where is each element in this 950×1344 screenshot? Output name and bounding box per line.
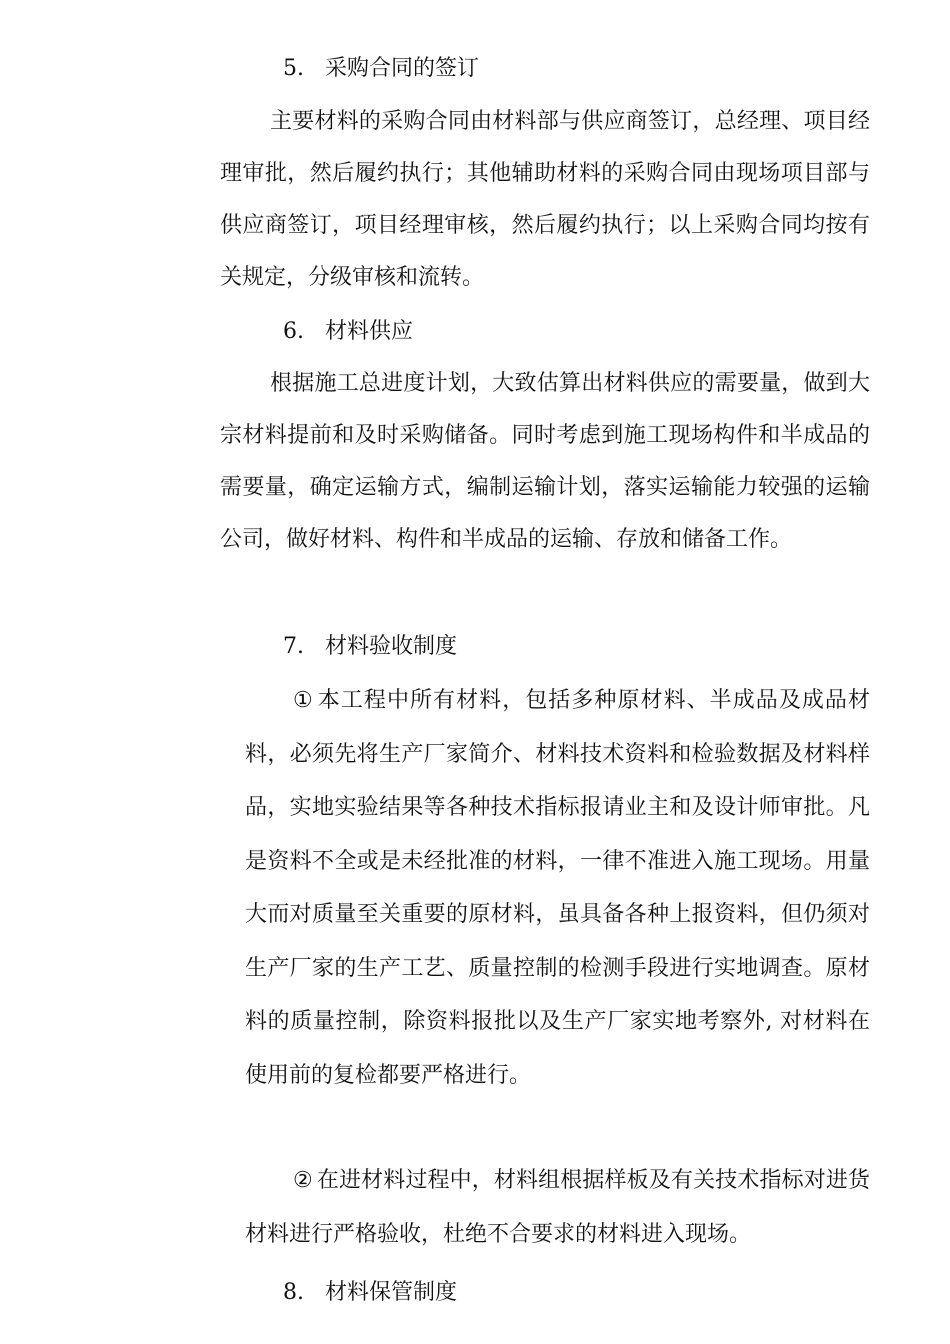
- section-number: 8.: [283, 1280, 304, 1305]
- item-marker: ②: [293, 1168, 313, 1193]
- item-marker: ①: [293, 688, 314, 713]
- section-5-paragraph: 主要材料的采购合同由材料部与供应商签订，总经理、项目经理审批，然后履约执行；其他辅助材料的采购合同由现场项目部与供应商签订，项目经理审核，然后履约执行；以上采购合同均按有关规定，分级审核和流转。: [220, 109, 870, 290]
- section-number: 6.: [283, 319, 304, 344]
- section-title: 材料验收制度: [325, 634, 458, 659]
- section-number: 5.: [283, 56, 304, 81]
- section-6-paragraph: 根据施工总进度计划，大致估算出材料供应的需要量，做到大宗材料提前和及时采购储备。同时考虑到施工现场构件和半成品的需要量，确定运输方式，编制运输计划，落实运输能力较强的运输公司，做好材料、构件和半成品的运输、存放和储备工作。: [220, 371, 870, 552]
- item-text: 本工程中所有材料，包括多种原材料、半成品及成品材料，必须先将生产厂家简介、材料技术资料和检验数据及材料样品，实地实验结果等各种技术指标报请业主和及设计师审批。凡是资料不全或是未经批准的材料，一律不准进入施工现场。用量大而对质量至关重要的原材料，虽具备各种上报资料，但仍须对生产厂家的生产工艺、质量控制的检测手段进行实地调查。原材料的质量控制，除资料报批以及生产厂家实地考察外, 对材料在使用前的复检都要严格进行。: [245, 688, 870, 1088]
- section-5-heading: [283, 53, 479, 85]
- item-text: 在进材料过程中，材料组根据样板及有关技术指标对进货材料进行严格验收，杜绝不合要求的材料进入现场。: [245, 1168, 870, 1247]
- section-7-heading: [283, 631, 457, 663]
- section-number: 7.: [283, 634, 304, 659]
- section-7-item-1: [245, 674, 870, 1102]
- section-7-item-2: [245, 1154, 870, 1261]
- section-8-heading: [283, 1277, 457, 1309]
- section-6-heading: [283, 316, 413, 348]
- section-title: 采购合同的签订: [325, 56, 480, 81]
- section-title: 材料供应: [325, 319, 414, 344]
- section-title: 材料保管制度: [325, 1280, 458, 1305]
